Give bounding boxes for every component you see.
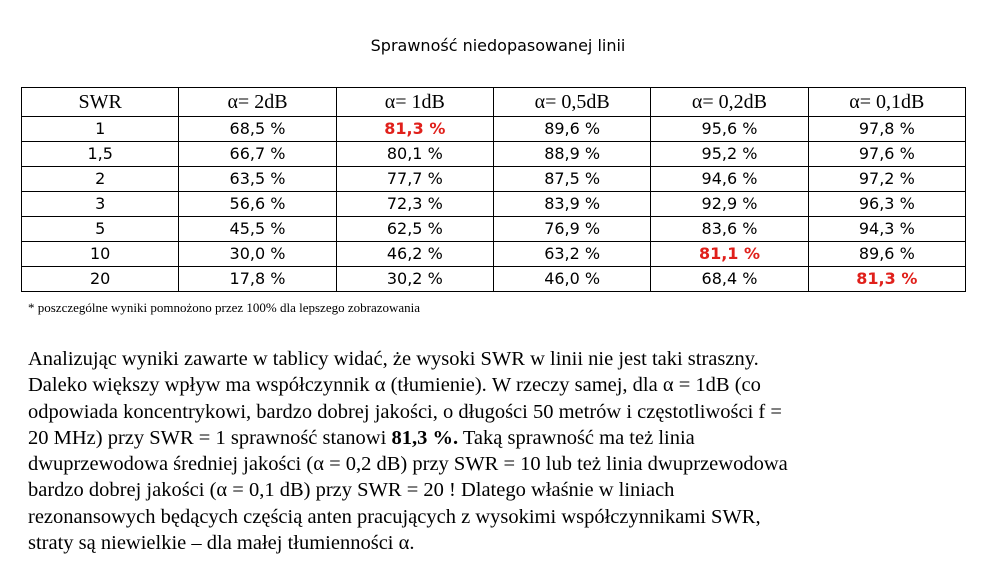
paragraph-bold-value: 81,3 %. [391, 426, 459, 449]
column-header-2db: α= 2dB [179, 88, 336, 117]
table-cell: 20 [22, 267, 179, 292]
table-row [22, 142, 966, 167]
table-cell: 1 [22, 117, 179, 142]
table-cell: 56,6 % [179, 192, 336, 217]
table-cell: 89,6 % [493, 117, 650, 142]
table-cell: 94,3 % [808, 217, 965, 242]
column-header-01db: α= 0,1dB [808, 88, 965, 117]
table-footnote: * poszczególne wyniki pomnożono przez 100% dla lepszego zobrazowania [28, 300, 421, 315]
table-cell: 17,8 % [179, 267, 336, 292]
table-cell: 10 [22, 242, 179, 267]
paragraph-line: dwuprzewodowa średniej jakości (α = 0,2 dB) przy SWR = 10 lub też linia dwuprzewodowa [28, 453, 788, 476]
paragraph-line: Analizując wyniki zawarte w tablicy widać, że wysoki SWR w linii nie jest taki straszny. [28, 348, 759, 370]
table-cell: 77,7 % [336, 167, 493, 192]
table-cell: 68,5 % [179, 117, 336, 142]
table-cell: 83,9 % [493, 192, 650, 217]
table-cell: 80,1 % [336, 142, 493, 167]
table-row [22, 192, 966, 217]
page-title: Sprawność niedopasowanej linii [370, 36, 626, 55]
table-cell: 87,5 % [493, 167, 650, 192]
table-cell: 95,2 % [651, 142, 808, 167]
table-cell: 5 [22, 217, 179, 242]
column-header-1db: α= 1dB [336, 88, 493, 117]
table-cell-highlighted: 81,3 % [808, 267, 965, 292]
table-cell: 97,2 % [808, 167, 965, 192]
table-cell-highlighted: 81,3 % [336, 117, 493, 142]
table-header-row [22, 88, 966, 117]
table-cell: 92,9 % [651, 192, 808, 217]
table-row [22, 167, 966, 192]
table-cell: 62,5 % [336, 217, 493, 242]
table-cell: 2 [22, 167, 179, 192]
table-cell: 66,7 % [179, 142, 336, 167]
paragraph-line: Daleko większy wpływ ma współczynnik α (tłumienie). W rzeczy samej, dla α = 1dB (co [28, 374, 761, 397]
table-cell: 83,6 % [651, 217, 808, 242]
table-cell: 45,5 % [179, 217, 336, 242]
table-cell: 30,2 % [336, 267, 493, 292]
table-cell: 46,2 % [336, 242, 493, 267]
table-row [22, 217, 966, 242]
column-header-05db: α= 0,5dB [493, 88, 650, 117]
paragraph-text: 20 MHz) przy SWR = 1 sprawność stanowi [28, 426, 392, 449]
table-cell: 76,9 % [493, 217, 650, 242]
paragraph-line: odpowiada koncentrykowi, bardzo dobrej jakości, o długości 50 metrów i częstotliwości f = [28, 400, 782, 423]
table-cell: 30,0 % [179, 242, 336, 267]
table-cell: 63,2 % [493, 242, 650, 267]
paragraph-line: rezonansowych będących częścią anten pracujących z wysokimi współczynnikami SWR, [28, 505, 761, 528]
table-cell: 95,6 % [651, 117, 808, 142]
paragraph-line [28, 425, 978, 451]
efficiency-table [21, 87, 966, 292]
column-header-02db: α= 0,2dB [651, 88, 808, 117]
paragraph-text: Taką sprawność ma też linia [458, 426, 695, 449]
table-cell: 96,3 % [808, 192, 965, 217]
table-cell: 63,5 % [179, 167, 336, 192]
table-cell-highlighted: 81,1 % [651, 242, 808, 267]
paragraph-line: straty są niewielkie – dla małej tłumienności α. [28, 532, 415, 555]
table-row [22, 117, 966, 142]
table-cell: 88,9 % [493, 142, 650, 167]
table-cell: 97,6 % [808, 142, 965, 167]
table-cell: 1,5 [22, 142, 179, 167]
column-header-swr: SWR [22, 88, 179, 117]
table-cell: 46,0 % [493, 267, 650, 292]
table-row [22, 242, 966, 267]
table-cell: 89,6 % [808, 242, 965, 267]
table-cell: 68,4 % [651, 267, 808, 292]
analysis-paragraph [28, 346, 978, 556]
table-cell: 3 [22, 192, 179, 217]
table-cell: 94,6 % [651, 167, 808, 192]
table-cell: 72,3 % [336, 192, 493, 217]
paragraph-line: bardzo dobrej jakości (α = 0,1 dB) przy SWR = 20 ! Dlatego właśnie w liniach [28, 479, 675, 502]
table-row [22, 267, 966, 292]
table-cell: 97,8 % [808, 117, 965, 142]
